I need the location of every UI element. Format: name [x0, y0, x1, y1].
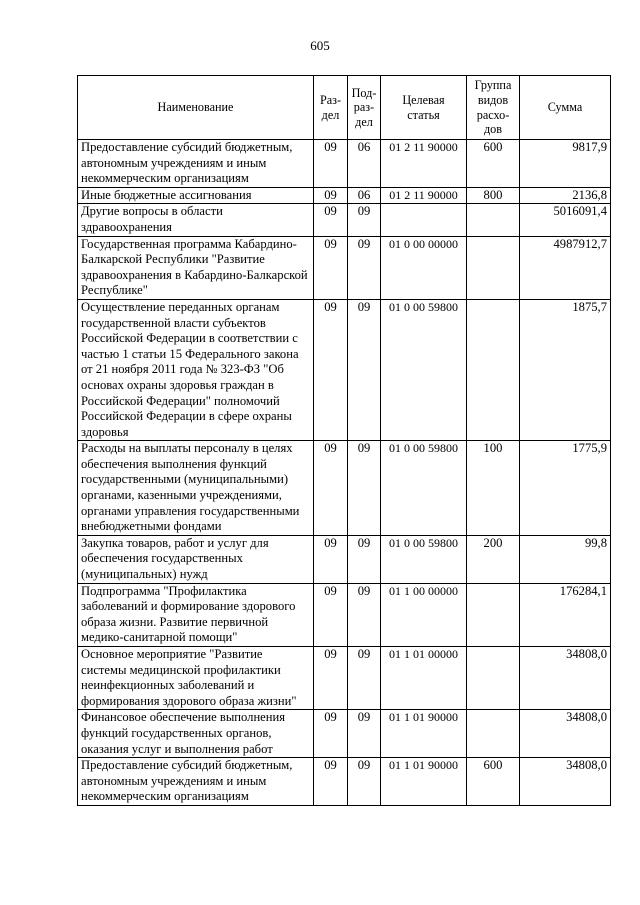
table-body	[78, 140, 611, 806]
cell-podrazdel: 09	[348, 583, 381, 646]
cell-name: Закупка товаров, работ и услуг для обеспечения государственных (муниципальных) нужд	[78, 535, 314, 583]
cell-name: Иные бюджетные ассигнования	[78, 187, 314, 204]
cell-vid	[467, 204, 520, 236]
cell-vid	[467, 299, 520, 440]
cell-vid: 200	[467, 535, 520, 583]
budget-table	[77, 75, 611, 806]
cell-name: Осуществление переданных органам государственной власти субъектов Российской Федерации в соответствии с частью 1 статьи 15 Федерального закона от 21 ноября 2011 года № 323-ФЗ "Об основах охраны здоровья граждан в Российской Федерации" полномочий Российской Федерации в сфере охраны здоровья	[78, 299, 314, 440]
table-row	[78, 535, 611, 583]
cell-celevaya: 01 0 00 59800	[381, 535, 467, 583]
cell-razdel: 09	[314, 204, 348, 236]
cell-vid	[467, 647, 520, 710]
cell-vid: 600	[467, 758, 520, 806]
table-row	[78, 236, 611, 299]
cell-razdel: 09	[314, 236, 348, 299]
cell-summa: 34808,0	[520, 710, 611, 758]
cell-razdel: 09	[314, 710, 348, 758]
cell-razdel: 09	[314, 187, 348, 204]
cell-podrazdel: 09	[348, 710, 381, 758]
cell-razdel: 09	[314, 535, 348, 583]
cell-razdel: 09	[314, 758, 348, 806]
cell-name: Предоставление субсидий бюджетным, автономным учреждениям и иным некоммерческим организациям	[78, 758, 314, 806]
cell-summa: 9817,9	[520, 140, 611, 188]
cell-podrazdel: 09	[348, 204, 381, 236]
cell-celevaya	[381, 204, 467, 236]
cell-name: Основное мероприятие "Развитие системы медицинской профилактики неинфекционных заболеваний и формирования здорового образа жизни"	[78, 647, 314, 710]
cell-summa: 34808,0	[520, 758, 611, 806]
cell-razdel: 09	[314, 441, 348, 536]
cell-podrazdel: 09	[348, 236, 381, 299]
cell-summa: 176284,1	[520, 583, 611, 646]
cell-celevaya: 01 1 01 00000	[381, 647, 467, 710]
cell-celevaya: 01 1 01 90000	[381, 758, 467, 806]
table-row	[78, 583, 611, 646]
table-row	[78, 647, 611, 710]
header-name-text: Наименование	[157, 100, 234, 115]
header-celevaya-text: Целевая статья	[402, 92, 445, 122]
cell-summa: 34808,0	[520, 647, 611, 710]
cell-name: Государственная программа Кабардино-Балкарской Республики "Развитие здравоохранения в Кабардино-Балкарской Республике"	[78, 236, 314, 299]
cell-summa: 1875,7	[520, 299, 611, 440]
cell-razdel: 09	[314, 140, 348, 188]
table-row	[78, 299, 611, 440]
page-number: 605	[310, 38, 330, 53]
header-vid-text: Группа видов расхо- дов	[474, 78, 512, 137]
cell-podrazdel: 06	[348, 187, 381, 204]
table-row	[78, 140, 611, 188]
header-razdel-text: Раз- дел	[319, 92, 342, 122]
table-row	[78, 441, 611, 536]
cell-podrazdel: 06	[348, 140, 381, 188]
cell-podrazdel: 09	[348, 535, 381, 583]
header-summa	[520, 76, 611, 140]
cell-celevaya: 01 1 00 00000	[381, 583, 467, 646]
header-celevaya	[381, 76, 467, 140]
cell-name: Другие вопросы в области здравоохранения	[78, 204, 314, 236]
cell-celevaya: 01 1 01 90000	[381, 710, 467, 758]
header-row	[78, 76, 611, 140]
header-podrazdel-text: Под- раз- дел	[351, 85, 377, 129]
cell-vid: 800	[467, 187, 520, 204]
cell-celevaya: 01 0 00 00000	[381, 236, 467, 299]
cell-vid	[467, 236, 520, 299]
cell-razdel: 09	[314, 583, 348, 646]
cell-summa: 2136,8	[520, 187, 611, 204]
cell-celevaya: 01 0 00 59800	[381, 441, 467, 536]
cell-name: Предоставление субсидий бюджетным, автономным учреждениям и иным некоммерческим организациям	[78, 140, 314, 188]
cell-celevaya: 01 2 11 90000	[381, 140, 467, 188]
cell-podrazdel: 09	[348, 299, 381, 440]
cell-name: Подпрограмма "Профилактика заболеваний и формирование здорового образа жизни. Развитие первичной медико-санитарной помощи"	[78, 583, 314, 646]
cell-name: Финансовое обеспечение выполнения функций государственных органов, оказания услуг и выполнения работ	[78, 710, 314, 758]
cell-summa: 99,8	[520, 535, 611, 583]
cell-summa: 4987912,7	[520, 236, 611, 299]
cell-vid	[467, 583, 520, 646]
cell-summa: 1775,9	[520, 441, 611, 536]
cell-vid: 600	[467, 140, 520, 188]
cell-celevaya: 01 2 11 90000	[381, 187, 467, 204]
cell-celevaya: 01 0 00 59800	[381, 299, 467, 440]
cell-vid	[467, 710, 520, 758]
cell-vid: 100	[467, 441, 520, 536]
header-vid	[467, 76, 520, 140]
cell-podrazdel: 09	[348, 758, 381, 806]
cell-razdel: 09	[314, 647, 348, 710]
header-razdel	[314, 76, 348, 140]
cell-summa: 5016091,4	[520, 204, 611, 236]
header-name	[78, 76, 314, 140]
table-row	[78, 187, 611, 204]
table-row	[78, 204, 611, 236]
header-summa-text: Сумма	[547, 100, 583, 115]
cell-podrazdel: 09	[348, 647, 381, 710]
table-row	[78, 758, 611, 806]
cell-name: Расходы на выплаты персоналу в целях обеспечения выполнения функций государственными (муниципальными) органами, казенными учреждениями, органами управления государственными внебюджетными фондами	[78, 441, 314, 536]
header-podrazdel	[348, 76, 381, 140]
cell-podrazdel: 09	[348, 441, 381, 536]
cell-razdel: 09	[314, 299, 348, 440]
table-row	[78, 710, 611, 758]
